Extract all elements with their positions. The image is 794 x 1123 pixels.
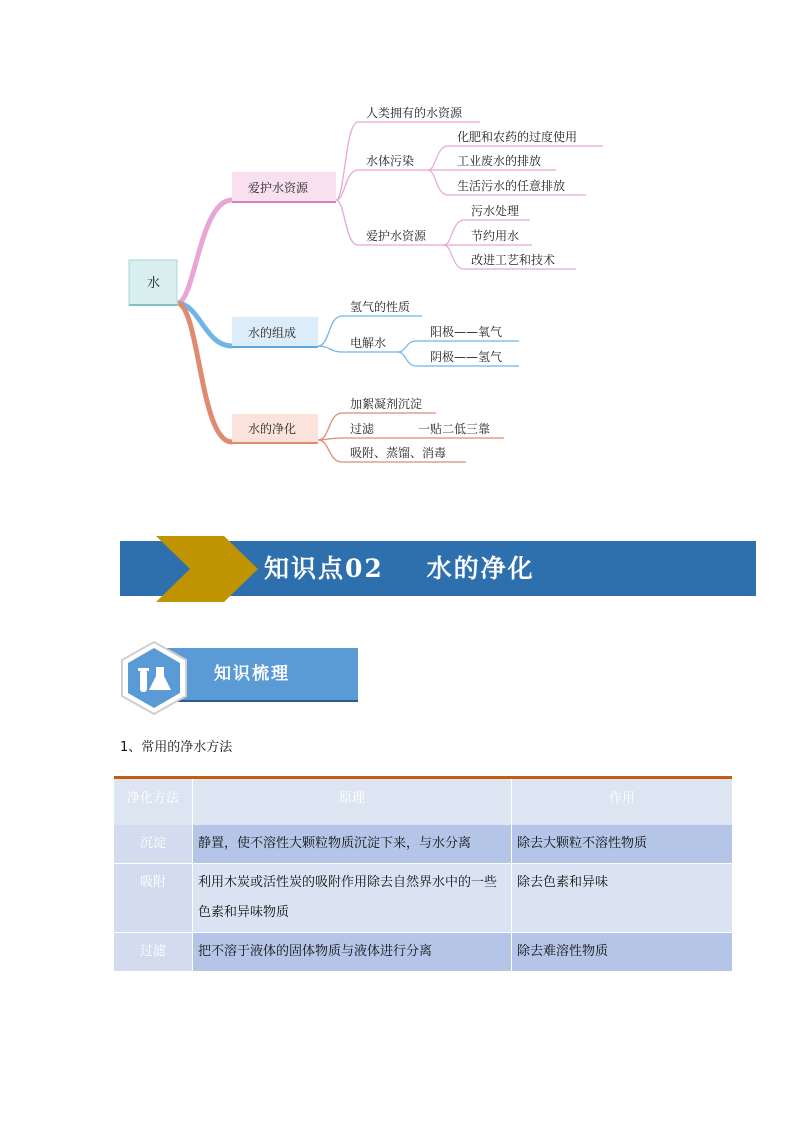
mindmap-b1c2-leaf1: 化肥和农药的过度使用 [457, 130, 578, 144]
mindmap-b1-child2: 水体污染 [366, 154, 415, 168]
mindmap-branch3-label: 水的净化 [248, 422, 297, 436]
mindmap-b2c2-leaf1: 阳极——氧气 [430, 325, 503, 339]
table-header-method: 净化方法 [114, 778, 193, 826]
mindmap-b3-child1: 加絮凝剂沉淀 [350, 397, 423, 411]
mindmap-b1-child1: 人类拥有的水资源 [366, 106, 463, 120]
table-cell-method: 吸附 [114, 864, 193, 933]
mindmap-connector-b1-c2 [336, 170, 428, 200]
mindmap-b1c3-leaf2: 节约用水 [471, 229, 520, 243]
banner-title: 知识点02 水的净化 [264, 554, 535, 583]
mindmap-b2c2-leaf2: 阴极——氢气 [430, 350, 503, 364]
mindmap-b3-child2: 过滤 [350, 422, 375, 436]
mindmap-b1c2-leaf3: 生活污水的任意排放 [457, 179, 566, 193]
table-cell-effect: 除去难溶性物质 [512, 933, 733, 972]
purification-methods-table [114, 776, 732, 972]
mindmap-connector-b3-c2 [318, 438, 388, 440]
mindmap-b1c2-leaf2: 工业废水的排放 [457, 154, 542, 168]
table-cell-method: 沉淀 [114, 825, 193, 864]
table-header-principle: 原理 [193, 778, 512, 826]
table-cell-method: 过滤 [114, 933, 193, 972]
table-row [114, 933, 732, 972]
table-row [114, 864, 732, 933]
table-cell-principle: 利用木炭或活性炭的吸附作用除去自然界水中的一些色素和异味物质 [193, 864, 512, 933]
banner-chevron-icon [150, 534, 270, 604]
mindmap-branch2-label: 水的组成 [248, 326, 297, 340]
mindmap-b1c3-leaf3: 改进工艺和技术 [471, 253, 556, 267]
mindmap-root: 水 [147, 276, 161, 291]
table-cell-effect: 除去大颗粒不溶性物质 [512, 825, 733, 864]
table-header-row [114, 778, 732, 826]
mind-map [0, 0, 794, 500]
mindmap-b1c3-leaf1: 污水处理 [471, 204, 520, 218]
mindmap-b1-child3: 爱护水资源 [366, 229, 427, 243]
table-cell-effect: 除去色素和异味 [512, 864, 733, 933]
flask-icon [118, 640, 190, 716]
mindmap-b3c2-leaf1: 一贴二低三靠 [418, 422, 491, 436]
table-row [114, 825, 732, 864]
mindmap-branch1-label: 爱护水资源 [248, 181, 309, 195]
mindmap-connector-branch1 [178, 200, 232, 303]
heading-water-purification-methods: 1、常用的净水方法 [120, 740, 233, 755]
mindmap-b3-child3: 吸附、蒸馏、消毒 [350, 446, 447, 460]
mindmap-b2-child2: 电解水 [350, 336, 387, 350]
table-cell-principle: 把不溶于液体的固体物质与液体进行分离 [193, 933, 512, 972]
mindmap-b2-child1: 氢气的性质 [350, 300, 411, 314]
table-header-effect: 作用 [512, 778, 733, 826]
section-title: 知识梳理 [214, 664, 290, 684]
table-cell-principle: 静置，使不溶性大颗粒物质沉淀下来，与水分离 [193, 825, 512, 864]
